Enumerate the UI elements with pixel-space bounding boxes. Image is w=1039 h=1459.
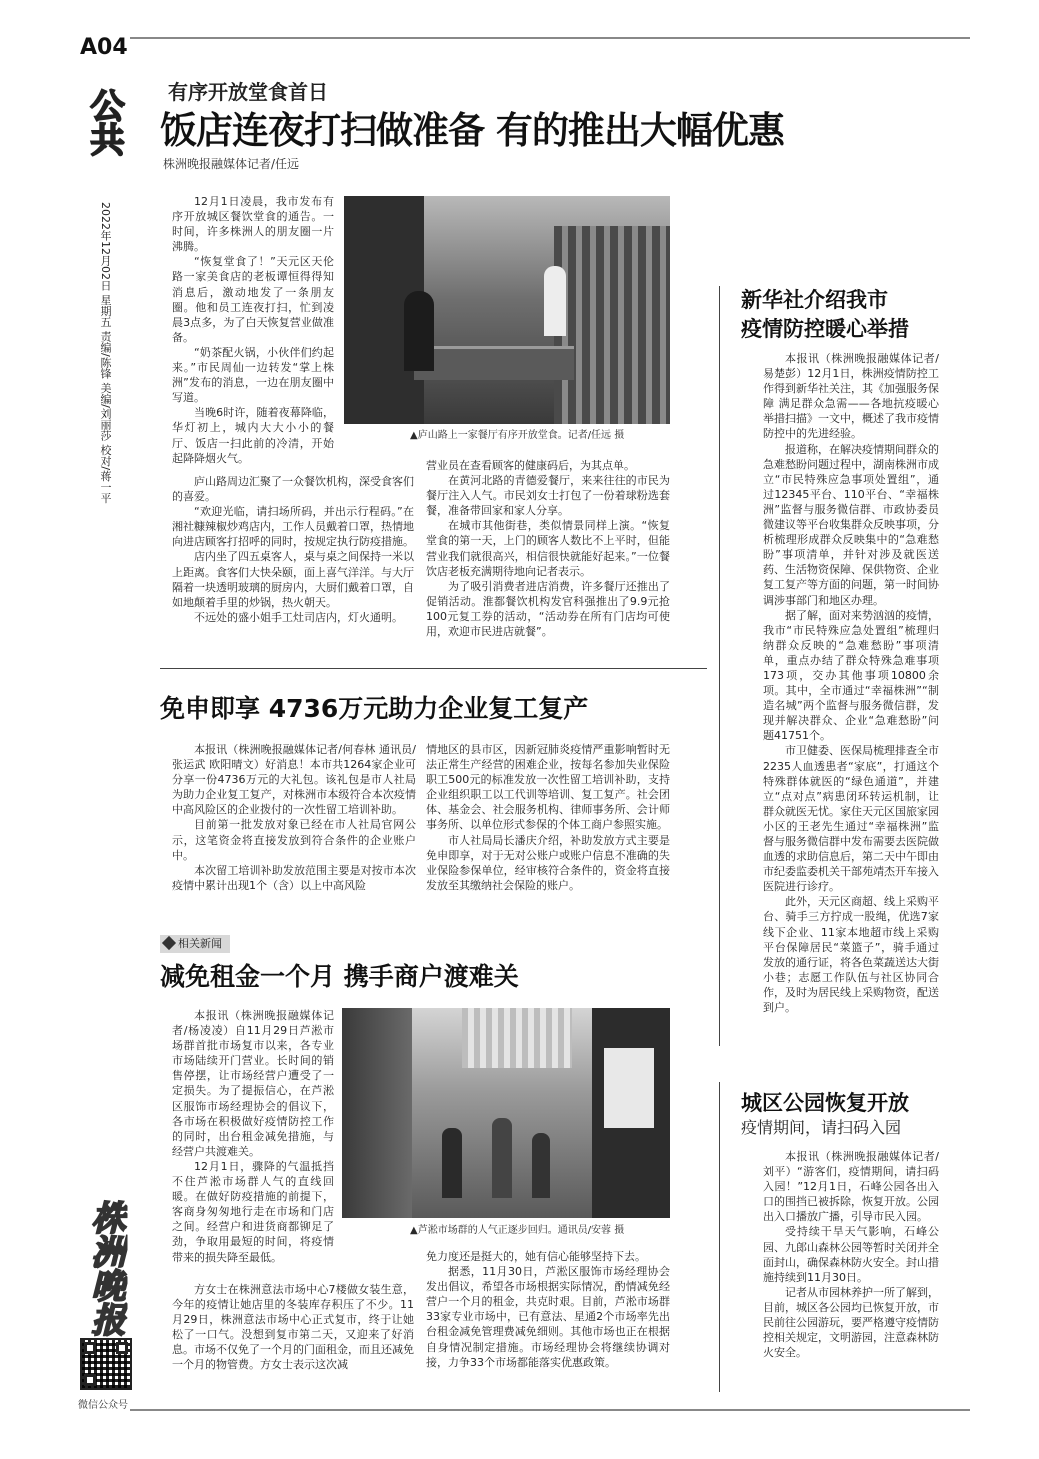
section-label: 公共 [84, 88, 124, 156]
story2-column-1 [172, 742, 416, 893]
top-rule [130, 37, 970, 39]
paragraph: “恢复堂食了！”天元区天伦路一家美食店的老板谭恒得得知消息后，激动地发了一条朋友圈。他和员工连夜打扫，忙到凌晨3点多，为了白天恢复营业做准备。 [172, 255, 334, 344]
paragraph: 为了吸引消费者进店消费，许多餐厅还推出了促销活动。淮都餐饮机构发官科强推出了9.9元抢100元复工券的活动，“活动券在所有门店均可使用，欢迎市民进店就餐”。 [426, 579, 670, 639]
related-news-label: 相关新闻 [178, 937, 222, 950]
paragraph: 本报讯（株洲晚报融媒体记者/何春林 通讯员/张运武 欧阳晴文）好消息！本市共1264家企业可分享一份4736万元的大礼包。该礼包是市人社局为助力企业复工复产，对株洲市本级符合本次疫情中高风险区的企业拨付的一次性留工培训补助。 [172, 743, 416, 817]
paragraph: 12月1日凌晨，我市发布有序开放城区餐饮堂食的通告。一时间，许多株洲人的朋友圈一片沸腾。 [172, 195, 334, 254]
newspaper-logo: 株洲晚报 [85, 1200, 125, 1336]
market-photo [342, 1008, 670, 1218]
paragraph: 庐山路周边汇聚了一众餐饮机构，深受食客们的喜爱。 [172, 475, 414, 504]
paragraph: 记者从市园林养护一所了解到，目前，城区各公园均已恢复开放，市民前往公园游玩，要严格遵守疫情防控相关规定，文明游园，注意森林防火安全。 [763, 1285, 939, 1360]
paragraph: 本报讯（株洲晚报融媒体记者/刘平）“游客们，疫情期间，请扫码入园！”12月1日，石峰公园各出入口的围挡已被拆除，恢复开放。公园出入口播放广播，引导市民入园。 [763, 1150, 939, 1224]
section-divider [160, 668, 707, 669]
sidebar2-subhead: 疫情期间，请扫码入园 [741, 1118, 902, 1137]
story3-column-2 [426, 1249, 670, 1370]
paragraph: 在黄河北路的青德爱餐厅，来来往往的市民为餐厅注入人气。市民刘女士打包了一份着球粉选套餐，准备带回家和家人分享。 [426, 474, 670, 518]
story3-headline: 减免租金一个月 携手商户渡难关 [160, 962, 519, 991]
qr-caption: 微信公众号 [78, 1400, 128, 1411]
paragraph: 受持续干旱天气影响，石峰公园、九郎山森林公园等暂时关闭并全面封山，确保森林防火安全。封山措施持续到11月30日。 [763, 1225, 939, 1284]
sidebar-divider [719, 1082, 720, 1392]
story3-column-1-lower [172, 1282, 414, 1373]
paragraph: 本报讯（株洲晚报融媒体记者/易楚彭）12月1日，株洲疫情防控工作得到新华社关注，其《加强服务保障 满足群众急需——各地抗疫暖心举措扫描》一文中，概述了我市疫情防控中的先进经验。 [763, 352, 939, 441]
paragraph: 店内坐了四五桌客人，桌与桌之间保持一米以上距离。食客们大快朵颐，面上喜气洋洋。与大厅隔着一块透明玻璃的厨房内，大厨们戴着口罩，自如地颠着手里的炒锅，热火朝天。 [172, 550, 414, 609]
lead-column-1-lower [172, 474, 414, 625]
page-number: A04 [80, 35, 128, 60]
paragraph: 本次留工培训补助发放范围主要是对按市本次疫情中累计出现1个（含）以上中高风险 [172, 863, 416, 892]
sidebar1-headline-line2: 疫情防控暖心举措 [741, 317, 909, 341]
story2-column-2 [426, 742, 670, 893]
bottom-rule [130, 1409, 970, 1411]
paragraph: 本报讯（株洲晚报融媒体记者/杨凌凌）自11月29日芦淞市场群首批市场复市以来，各专业市场陆续开门营业。长时间的销售停摆，让市场经营户遭受了一定损失。为了提振信心，在芦淞区服饰市场经理协会的倡议下，各市场在积极做好疫情防控工作的同时，出台租金减免措施，与经营户共渡难关。 [172, 1009, 334, 1158]
paragraph: 12月1日，骤降的气温抵挡不住芦淞市场群人气的直线回暖。在做好防疫措施的前提下，客商身匆匆地行走在市场和门店之间。经营户和进货商都铆足了劲，争取用最短的时间，将疫情带来的损失降至最低。 [172, 1159, 334, 1264]
sidebar2-body [763, 1149, 939, 1360]
paragraph: 目前第一批发放对象已经在市人社局官网公示，这笔资金将直接发放到符合条件的企业账户中。 [172, 818, 416, 862]
lead-column-2 [426, 458, 670, 639]
paragraph: 据悉，11月30日，芦淞区服饰市场经理协会发出倡议，希望各市场根据实际情况，酌情减免经营户一个月的租金，共克时艰。目前，芦淞市场群33家专业市场中，已有意法、星通2个市场率先出台租金减免管理费减免细则。其他市场也正在根据自身情况制定措施。市场经理协会将继续协调对接，力争33个市场都能落实优惠政策。 [426, 1265, 670, 1369]
sidebar1-headline-line1: 新华社介绍我市 [741, 288, 888, 312]
paragraph: 据了解，面对来势汹汹的疫情，我市“市民特殊应急处置组”梳理归纳群众反映的“急难愁盼”事项清单，重点办结了群众特殊急难事项173项，交办其他事项10800余项。其中，全市通过“幸福株洲”“制造名城”两个监督与服务微信群，发现并解决群众、企业“急难愁盼”问题41751个。 [763, 608, 939, 743]
paragraph: “奶茶配火锅，小伙伴们约起来。”市民周仙一边转发“掌上株洲”发布的消息，一边在朋友圈中写道。 [172, 345, 334, 405]
restaurant-photo [344, 196, 670, 424]
lead-column-1 [172, 194, 334, 466]
story3-photo-caption: ▲芦淞市场群的人气正逐步回归。通讯员/安蓉 摄 [410, 1225, 625, 1236]
paragraph: 方女士在株洲意法市场中心7楼做女装生意，今年的疫情让她店里的冬装库存积压了不少。11月29日，株洲意法市场中心正式复市，终于让她松了一口气。没想到复市第二天，又迎来了好消息。市场不仅免了一个月的门面租金，而且还减免一个月的物管费。方女士表示这次减 [172, 1283, 414, 1372]
paragraph: 此外，天元区商超、线上采购平台、骑手三方拧成一股绳，优选7家线下企业、11家本地超市线上采购平台保障居民“菜篮子”，骑手通过发放的通行证，将各色菜蔬送达大街小巷；志愿工作队伍与社区协同合作，及时为居民线上采购物资，配送到户。 [763, 895, 939, 1015]
lead-photo-caption: ▲庐山路上一家餐厅有序开放堂食。记者/任远 摄 [410, 430, 625, 441]
story2-headline: 免申即享 4736万元助力企业复工复产 [160, 694, 589, 723]
story3-column-1 [172, 1008, 334, 1265]
paragraph: 在城市其他街巷，类似情景同样上演。“恢复堂食的第一天，上门的顾客人数比不上平时，但能营业我们就很高兴，相信很快就能好起来。”一位餐饮店老板充满期待地向记者表示。 [426, 519, 670, 578]
date-line: 2022年12月02日 星期五 责编/陈锋 美编/刘丽莎 校对/蒋一平 [99, 202, 112, 504]
paragraph: 不远处的盛小姐手工灶司店内，灯火通明。 [194, 610, 403, 624]
paragraph: “欢迎光临，请扫场所码，并出示行程码。”在湘社糠辣椒炒鸡店内，工作人员戴着口罩，热情地向进店顾客打招呼的同时，按规定执行防疫措施。 [172, 505, 414, 549]
lead-byline: 株洲晚报融媒体记者/任远 [163, 157, 300, 171]
paragraph: 免力度还是挺大的，她有信心能够坚持下去。 [426, 1250, 646, 1263]
lead-kicker: 有序开放堂食首日 [168, 80, 328, 104]
paragraph: 报道称，在解决疫情期间群众的急难愁盼问题过程中，湖南株洲市成立“市民特殊应急事项处置组”，通过12345平台、110平台、“幸福株洲”监督与服务微信群、市政协委员微建议等平台收集群众反映事项，分析梳理形成群众反映集中的“急难愁盼”事项清单，并针对涉及就医送药、生活物资保障、保供物资、企业复工复产等方面的问题，第一时间协调涉事部门和地区办理。 [763, 442, 939, 607]
sidebar2-headline: 城区公园恢复开放 [741, 1091, 909, 1115]
paragraph: 情地区的县市区，因新冠肺炎疫情严重影响暂时无法正常生产经营的困难企业，按每名参加失业保险职工500元的标准发放一次性留工培训补助，支持企业组织职工以工代训等培训、复工复产。社会团体、基金会、社会服务机构、律师事务所、会计师事务所、以单位形式参保的个体工商户参照实施。 [426, 743, 670, 832]
qr-code[interactable] [80, 1338, 132, 1390]
paragraph: 市人社局局长潘庆介绍，补助发放方式主要是免申即享，对于无对公账户或账户信息不准确的失业保险参保单位，经审核符合条件的，资金将直接发放至其缴纳社会保险的账户。 [426, 833, 670, 892]
related-news-tag [160, 935, 230, 953]
paragraph: 当晚6时许，随着夜幕降临，华灯初上，城内大大小小的餐厅、饭店一扫此前的冷清，开始起降降烟火气。 [172, 406, 334, 465]
paragraph: 市卫健委、医保局梳理排查全市2235人血透患者“家底”，打通这个特殊群体就医的“绿色通道”，并建立“点对点”病患闭环转运机制，让群众就医无忧。家住天元区国旅家园小区的王老先生通过“幸福株洲”监督与服务微信群中发布需要去医院做血透的求助信息后，第二天中午即由市纪委监委机关干部苑靖杰开车接入医院进行诊疗。 [763, 744, 939, 894]
lead-headline: 饭店连夜打扫做准备 有的推出大幅优惠 [160, 109, 784, 152]
diamond-icon [162, 936, 176, 950]
sidebar1-body [763, 351, 939, 1015]
sidebar-divider [719, 286, 720, 1046]
paragraph: 营业员在查看顾客的健康码后，为其点单。 [426, 459, 635, 472]
